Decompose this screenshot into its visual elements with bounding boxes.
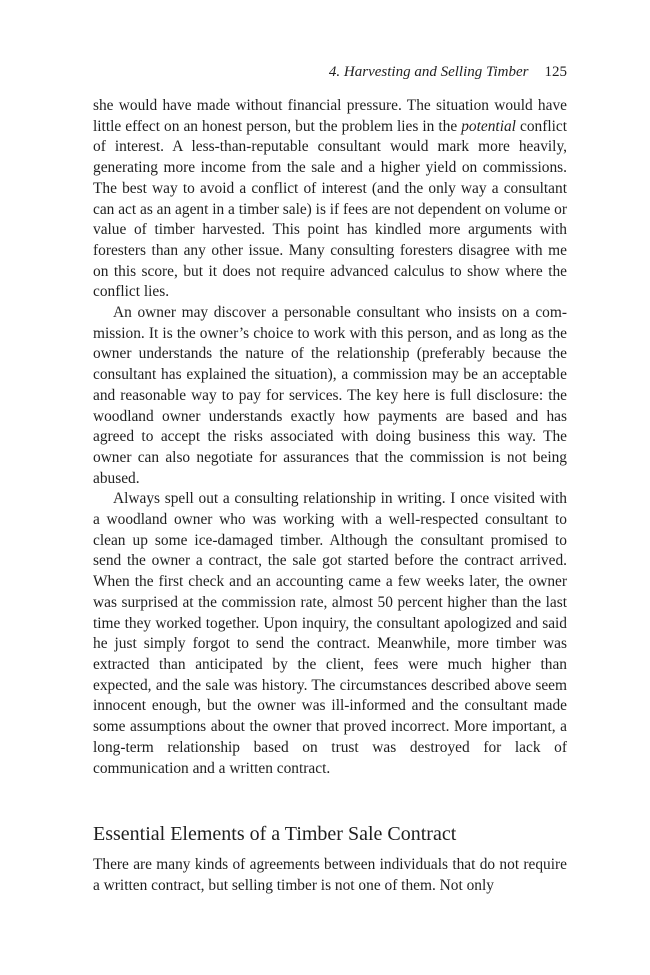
running-head [93, 62, 567, 82]
paragraph-2: An owner may discover a personable consultant who insists on a commission. It is the owner’s choice to work with this person, and as long as the owner understands the nature of the relationship (preferably because the consultant has explained the situation), a commission may be an acceptable and reasonable way to pay for services. The key here is full disclosure: the woodland owner understands exactly how payments are based and has agreed to accept the risks associated with doing business this way. The owner can also negotiate for assurances that the commission is not being abused. [93, 304, 567, 487]
chapter-title: 4. Harvesting and Selling Timber [328, 64, 529, 80]
paragraph-1 [93, 96, 567, 303]
paragraph-3: Always spell out a consulting relationship in writing. I once visited with a woodland owner who was working with a well-respected consultant to clean up some ice-damaged timber. Although the consultant promised to send the owner a contract, the sale got started before the contract arrived. When the first check and an accounting came a few weeks later, the owner was surprised at the commission rate, almost 50 percent higher than the last time they worked together. Upon inquiry, the consultant apologized and said he just simply forgot to send the contract. Meanwhile, more timber was extracted than anticipated by the client, fees were much higher than expected, and the sale was history. The circumstances described above seem innocent enough, but the owner was ill-informed and the consultant made some assumptions about the owner that proved incorrect. More important, a long-term relationship based on trust was destroyed for lack of communication and a written contract. [93, 490, 567, 777]
paragraph-4: There are many kinds of agreements between individuals that do not require a written contract, but selling timber is not one of them. Not only [93, 856, 567, 894]
paragraph-1-text-a: she would have made without financial pressure. The situation would have little effect on an honest person, but the problem lies in the [93, 97, 567, 135]
emphasis-potential: potential [461, 117, 516, 135]
paragraph-1-text-b: conflict of interest. A less-than-reputable consultant would mark more heavily, generating more income from the sale and a higher yield on commissions. The best way to avoid a conflict of interest (and the only way a consultant can act as an agent in a timber sale) is if fees are not dependent on volume or value of timber harvested. This point has kindled more arguments with foresters than any other issue. Many consulting foresters disagree with me on this score, but it does not require advanced calculus to show where the conflict lies. [93, 117, 567, 301]
book-page [93, 62, 567, 897]
section-heading: Essential Elements of a Timber Sale Contract [93, 823, 457, 846]
page-number: 125 [544, 64, 567, 80]
